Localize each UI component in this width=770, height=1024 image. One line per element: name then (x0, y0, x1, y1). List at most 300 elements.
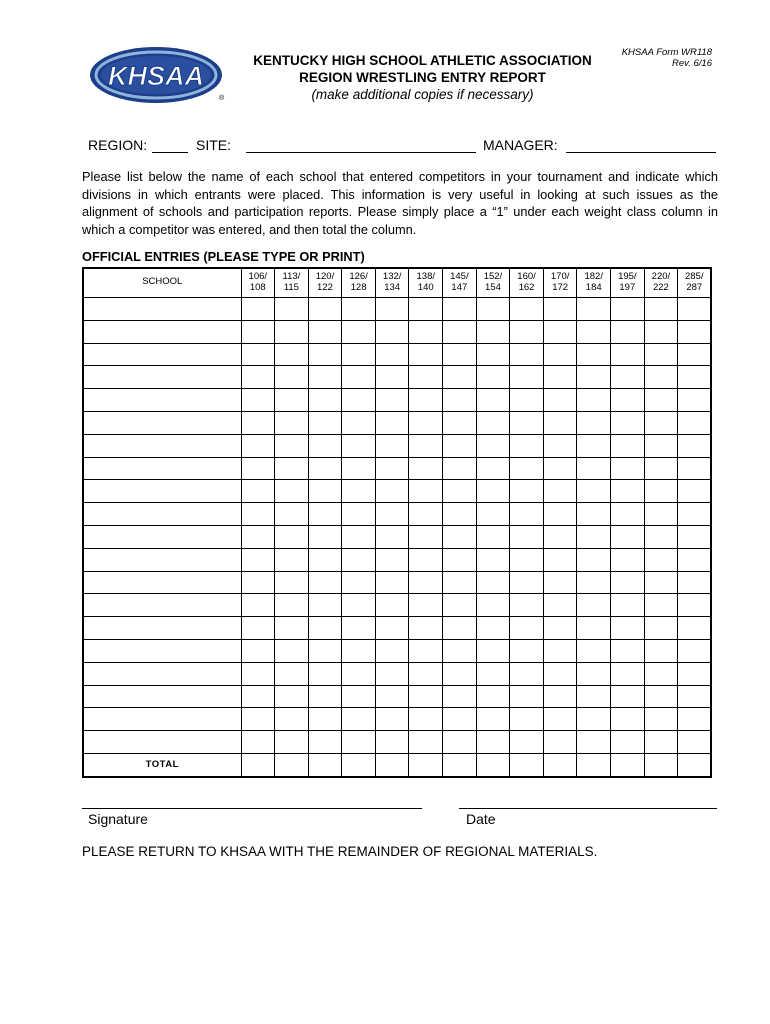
school-cell[interactable] (83, 571, 241, 594)
entry-cell[interactable] (543, 343, 577, 366)
entry-cell[interactable] (678, 298, 712, 321)
entry-cell[interactable] (443, 411, 477, 434)
entry-cell[interactable] (577, 366, 611, 389)
entry-cell[interactable] (644, 480, 678, 503)
entry-cell[interactable] (443, 457, 477, 480)
entry-cell[interactable] (543, 617, 577, 640)
entry-cell[interactable] (342, 594, 376, 617)
entry-cell[interactable] (308, 480, 342, 503)
entry-cell[interactable] (644, 503, 678, 526)
entry-cell[interactable] (577, 343, 611, 366)
entry-cell[interactable] (443, 434, 477, 457)
entry-cell[interactable] (543, 731, 577, 754)
entry-cell[interactable] (678, 571, 712, 594)
entry-cell[interactable] (577, 662, 611, 685)
entry-cell[interactable] (375, 366, 409, 389)
entry-cell[interactable] (476, 548, 510, 571)
total-cell[interactable] (241, 753, 275, 777)
entry-cell[interactable] (543, 594, 577, 617)
entry-cell[interactable] (375, 662, 409, 685)
entry-cell[interactable] (308, 320, 342, 343)
entry-cell[interactable] (476, 731, 510, 754)
entry-cell[interactable] (510, 298, 544, 321)
entry-cell[interactable] (443, 708, 477, 731)
entry-cell[interactable] (409, 548, 443, 571)
entry-cell[interactable] (476, 366, 510, 389)
entry-cell[interactable] (241, 411, 275, 434)
entry-cell[interactable] (275, 343, 309, 366)
entry-cell[interactable] (375, 389, 409, 412)
school-cell[interactable] (83, 639, 241, 662)
school-cell[interactable] (83, 343, 241, 366)
entry-cell[interactable] (611, 708, 645, 731)
entry-cell[interactable] (644, 457, 678, 480)
entry-cell[interactable] (308, 708, 342, 731)
entry-cell[interactable] (678, 731, 712, 754)
entry-cell[interactable] (510, 457, 544, 480)
entry-cell[interactable] (275, 366, 309, 389)
entry-cell[interactable] (342, 457, 376, 480)
entry-cell[interactable] (543, 525, 577, 548)
entry-cell[interactable] (375, 548, 409, 571)
entry-cell[interactable] (543, 639, 577, 662)
entry-cell[interactable] (241, 639, 275, 662)
entry-cell[interactable] (476, 389, 510, 412)
entry-cell[interactable] (611, 731, 645, 754)
entry-cell[interactable] (644, 389, 678, 412)
entry-cell[interactable] (241, 343, 275, 366)
entry-cell[interactable] (342, 320, 376, 343)
entry-cell[interactable] (510, 411, 544, 434)
entry-cell[interactable] (577, 434, 611, 457)
entry-cell[interactable] (342, 571, 376, 594)
entry-cell[interactable] (409, 662, 443, 685)
entry-cell[interactable] (543, 298, 577, 321)
entry-cell[interactable] (577, 457, 611, 480)
entry-cell[interactable] (409, 503, 443, 526)
school-cell[interactable] (83, 685, 241, 708)
entry-cell[interactable] (476, 594, 510, 617)
entry-cell[interactable] (241, 298, 275, 321)
entry-cell[interactable] (678, 434, 712, 457)
entry-cell[interactable] (241, 594, 275, 617)
entry-cell[interactable] (611, 434, 645, 457)
entry-cell[interactable] (510, 548, 544, 571)
entry-cell[interactable] (678, 685, 712, 708)
entry-cell[interactable] (644, 571, 678, 594)
entry-cell[interactable] (443, 571, 477, 594)
entry-cell[interactable] (510, 503, 544, 526)
entry-cell[interactable] (510, 434, 544, 457)
entry-cell[interactable] (443, 480, 477, 503)
total-cell[interactable] (308, 753, 342, 777)
entry-cell[interactable] (476, 434, 510, 457)
entry-cell[interactable] (409, 343, 443, 366)
entry-cell[interactable] (611, 298, 645, 321)
entry-cell[interactable] (275, 434, 309, 457)
entry-cell[interactable] (241, 320, 275, 343)
entry-cell[interactable] (543, 685, 577, 708)
total-cell[interactable] (543, 753, 577, 777)
entry-cell[interactable] (275, 320, 309, 343)
entry-cell[interactable] (476, 457, 510, 480)
entry-cell[interactable] (275, 639, 309, 662)
entry-cell[interactable] (241, 457, 275, 480)
entry-cell[interactable] (577, 548, 611, 571)
school-cell[interactable] (83, 434, 241, 457)
entry-cell[interactable] (678, 617, 712, 640)
entry-cell[interactable] (678, 525, 712, 548)
entry-cell[interactable] (476, 685, 510, 708)
entry-cell[interactable] (342, 343, 376, 366)
entry-cell[interactable] (443, 343, 477, 366)
entry-cell[interactable] (443, 525, 477, 548)
entry-cell[interactable] (241, 731, 275, 754)
entry-cell[interactable] (375, 685, 409, 708)
entry-cell[interactable] (611, 411, 645, 434)
school-cell[interactable] (83, 366, 241, 389)
entry-cell[interactable] (241, 571, 275, 594)
school-cell[interactable] (83, 708, 241, 731)
entry-cell[interactable] (510, 639, 544, 662)
entry-cell[interactable] (644, 343, 678, 366)
entry-cell[interactable] (409, 731, 443, 754)
entry-cell[interactable] (644, 731, 678, 754)
total-cell[interactable] (476, 753, 510, 777)
entry-cell[interactable] (611, 343, 645, 366)
entry-cell[interactable] (644, 548, 678, 571)
entry-cell[interactable] (476, 480, 510, 503)
entry-cell[interactable] (543, 457, 577, 480)
entry-cell[interactable] (678, 457, 712, 480)
entry-cell[interactable] (241, 525, 275, 548)
entry-cell[interactable] (644, 639, 678, 662)
entry-cell[interactable] (308, 594, 342, 617)
entry-cell[interactable] (375, 639, 409, 662)
entry-cell[interactable] (275, 480, 309, 503)
entry-cell[interactable] (476, 571, 510, 594)
entry-cell[interactable] (443, 639, 477, 662)
school-cell[interactable] (83, 525, 241, 548)
entry-cell[interactable] (611, 685, 645, 708)
entry-cell[interactable] (543, 389, 577, 412)
school-cell[interactable] (83, 320, 241, 343)
entry-cell[interactable] (611, 525, 645, 548)
entry-cell[interactable] (275, 731, 309, 754)
entry-cell[interactable] (443, 389, 477, 412)
entry-cell[interactable] (342, 389, 376, 412)
entry-cell[interactable] (678, 594, 712, 617)
entry-cell[interactable] (275, 457, 309, 480)
entry-cell[interactable] (611, 548, 645, 571)
entry-cell[interactable] (611, 594, 645, 617)
entry-cell[interactable] (577, 571, 611, 594)
entry-cell[interactable] (577, 320, 611, 343)
entry-cell[interactable] (342, 434, 376, 457)
school-cell[interactable] (83, 503, 241, 526)
entry-cell[interactable] (308, 343, 342, 366)
entry-cell[interactable] (678, 503, 712, 526)
entry-cell[interactable] (275, 503, 309, 526)
entry-cell[interactable] (611, 366, 645, 389)
entry-cell[interactable] (611, 457, 645, 480)
entry-cell[interactable] (611, 320, 645, 343)
entry-cell[interactable] (543, 503, 577, 526)
entry-cell[interactable] (678, 343, 712, 366)
entry-cell[interactable] (678, 389, 712, 412)
entry-cell[interactable] (241, 548, 275, 571)
entry-cell[interactable] (476, 708, 510, 731)
entry-cell[interactable] (275, 525, 309, 548)
entry-cell[interactable] (678, 639, 712, 662)
school-cell[interactable] (83, 731, 241, 754)
entry-cell[interactable] (543, 434, 577, 457)
entry-cell[interactable] (611, 571, 645, 594)
entry-cell[interactable] (476, 525, 510, 548)
entry-cell[interactable] (543, 411, 577, 434)
total-cell[interactable] (409, 753, 443, 777)
entry-cell[interactable] (241, 366, 275, 389)
entry-cell[interactable] (375, 731, 409, 754)
entry-cell[interactable] (275, 594, 309, 617)
entry-cell[interactable] (241, 389, 275, 412)
entry-cell[interactable] (476, 343, 510, 366)
entry-cell[interactable] (375, 594, 409, 617)
entry-cell[interactable] (678, 480, 712, 503)
entry-cell[interactable] (342, 503, 376, 526)
entry-cell[interactable] (241, 708, 275, 731)
entry-cell[interactable] (308, 366, 342, 389)
entry-cell[interactable] (308, 662, 342, 685)
entry-cell[interactable] (308, 731, 342, 754)
entry-cell[interactable] (510, 571, 544, 594)
entry-cell[interactable] (611, 389, 645, 412)
total-cell[interactable] (611, 753, 645, 777)
entry-cell[interactable] (342, 617, 376, 640)
entry-cell[interactable] (611, 503, 645, 526)
entry-cell[interactable] (443, 617, 477, 640)
entry-cell[interactable] (375, 343, 409, 366)
entry-cell[interactable] (476, 662, 510, 685)
entry-cell[interactable] (375, 617, 409, 640)
entry-cell[interactable] (342, 298, 376, 321)
entry-cell[interactable] (611, 639, 645, 662)
entry-cell[interactable] (510, 594, 544, 617)
entry-cell[interactable] (275, 411, 309, 434)
entry-cell[interactable] (375, 503, 409, 526)
entry-cell[interactable] (577, 503, 611, 526)
entry-cell[interactable] (275, 389, 309, 412)
total-cell[interactable] (275, 753, 309, 777)
entry-cell[interactable] (342, 480, 376, 503)
entry-cell[interactable] (543, 366, 577, 389)
entry-cell[interactable] (275, 298, 309, 321)
entry-cell[interactable] (678, 662, 712, 685)
entry-cell[interactable] (375, 480, 409, 503)
entry-cell[interactable] (476, 320, 510, 343)
entry-cell[interactable] (611, 662, 645, 685)
entry-cell[interactable] (611, 480, 645, 503)
entry-cell[interactable] (443, 731, 477, 754)
entry-cell[interactable] (443, 503, 477, 526)
entry-cell[interactable] (443, 594, 477, 617)
entry-cell[interactable] (644, 525, 678, 548)
entry-cell[interactable] (510, 525, 544, 548)
entry-cell[interactable] (678, 708, 712, 731)
entry-cell[interactable] (241, 480, 275, 503)
entry-cell[interactable] (308, 389, 342, 412)
entry-cell[interactable] (443, 685, 477, 708)
school-cell[interactable] (83, 411, 241, 434)
entry-cell[interactable] (409, 298, 443, 321)
entry-cell[interactable] (644, 685, 678, 708)
entry-cell[interactable] (409, 434, 443, 457)
entry-cell[interactable] (644, 411, 678, 434)
entry-cell[interactable] (577, 639, 611, 662)
entry-cell[interactable] (543, 708, 577, 731)
entry-cell[interactable] (342, 731, 376, 754)
entry-cell[interactable] (510, 662, 544, 685)
entry-cell[interactable] (308, 411, 342, 434)
school-cell[interactable] (83, 389, 241, 412)
entry-cell[interactable] (577, 617, 611, 640)
entry-cell[interactable] (342, 639, 376, 662)
entry-cell[interactable] (476, 503, 510, 526)
entry-cell[interactable] (342, 708, 376, 731)
total-cell[interactable] (678, 753, 712, 777)
entry-cell[interactable] (375, 434, 409, 457)
entry-cell[interactable] (543, 320, 577, 343)
entry-cell[interactable] (443, 548, 477, 571)
region-field[interactable] (152, 152, 188, 153)
total-cell[interactable] (443, 753, 477, 777)
entry-cell[interactable] (275, 685, 309, 708)
school-cell[interactable] (83, 480, 241, 503)
entry-cell[interactable] (342, 685, 376, 708)
entry-cell[interactable] (644, 320, 678, 343)
total-cell[interactable] (510, 753, 544, 777)
entry-cell[interactable] (577, 708, 611, 731)
entry-cell[interactable] (443, 662, 477, 685)
entry-cell[interactable] (308, 548, 342, 571)
entry-cell[interactable] (543, 662, 577, 685)
entry-cell[interactable] (443, 298, 477, 321)
entry-cell[interactable] (241, 685, 275, 708)
total-cell[interactable] (375, 753, 409, 777)
entry-cell[interactable] (375, 708, 409, 731)
entry-cell[interactable] (409, 320, 443, 343)
entry-cell[interactable] (409, 480, 443, 503)
entry-cell[interactable] (678, 366, 712, 389)
entry-cell[interactable] (275, 708, 309, 731)
entry-cell[interactable] (308, 298, 342, 321)
entry-cell[interactable] (409, 411, 443, 434)
entry-cell[interactable] (644, 617, 678, 640)
entry-cell[interactable] (342, 411, 376, 434)
entry-cell[interactable] (308, 503, 342, 526)
entry-cell[interactable] (476, 639, 510, 662)
site-field[interactable] (246, 152, 476, 153)
entry-cell[interactable] (409, 708, 443, 731)
entry-cell[interactable] (577, 731, 611, 754)
entry-cell[interactable] (510, 731, 544, 754)
entry-cell[interactable] (375, 571, 409, 594)
entry-cell[interactable] (510, 320, 544, 343)
entry-cell[interactable] (409, 525, 443, 548)
entry-cell[interactable] (644, 366, 678, 389)
entry-cell[interactable] (342, 366, 376, 389)
entry-cell[interactable] (275, 617, 309, 640)
entry-cell[interactable] (409, 639, 443, 662)
total-cell[interactable] (577, 753, 611, 777)
school-cell[interactable] (83, 662, 241, 685)
entry-cell[interactable] (577, 685, 611, 708)
entry-cell[interactable] (644, 708, 678, 731)
entry-cell[interactable] (543, 480, 577, 503)
entry-cell[interactable] (308, 525, 342, 548)
entry-cell[interactable] (644, 594, 678, 617)
entry-cell[interactable] (510, 708, 544, 731)
entry-cell[interactable] (678, 411, 712, 434)
entry-cell[interactable] (241, 617, 275, 640)
manager-field[interactable] (566, 152, 716, 153)
entry-cell[interactable] (409, 457, 443, 480)
entry-cell[interactable] (577, 480, 611, 503)
entry-cell[interactable] (678, 548, 712, 571)
entry-cell[interactable] (577, 411, 611, 434)
entry-cell[interactable] (375, 320, 409, 343)
entry-cell[interactable] (409, 366, 443, 389)
entry-cell[interactable] (577, 298, 611, 321)
school-cell[interactable] (83, 298, 241, 321)
school-cell[interactable] (83, 617, 241, 640)
entry-cell[interactable] (375, 457, 409, 480)
entry-cell[interactable] (678, 320, 712, 343)
entry-cell[interactable] (577, 389, 611, 412)
entry-cell[interactable] (308, 639, 342, 662)
entry-cell[interactable] (510, 617, 544, 640)
entry-cell[interactable] (510, 685, 544, 708)
entry-cell[interactable] (375, 525, 409, 548)
entry-cell[interactable] (308, 571, 342, 594)
entry-cell[interactable] (577, 594, 611, 617)
entry-cell[interactable] (409, 685, 443, 708)
entry-cell[interactable] (308, 457, 342, 480)
date-field[interactable] (459, 808, 717, 809)
entry-cell[interactable] (644, 298, 678, 321)
entry-cell[interactable] (577, 525, 611, 548)
entry-cell[interactable] (476, 617, 510, 640)
entry-cell[interactable] (275, 548, 309, 571)
entry-cell[interactable] (644, 434, 678, 457)
entry-cell[interactable] (510, 343, 544, 366)
entry-cell[interactable] (543, 548, 577, 571)
entry-cell[interactable] (275, 571, 309, 594)
entry-cell[interactable] (308, 434, 342, 457)
school-cell[interactable] (83, 594, 241, 617)
entry-cell[interactable] (241, 434, 275, 457)
entry-cell[interactable] (443, 366, 477, 389)
entry-cell[interactable] (409, 594, 443, 617)
entry-cell[interactable] (375, 298, 409, 321)
school-cell[interactable] (83, 548, 241, 571)
entry-cell[interactable] (409, 389, 443, 412)
entry-cell[interactable] (241, 503, 275, 526)
total-cell[interactable] (342, 753, 376, 777)
entry-cell[interactable] (241, 662, 275, 685)
entry-cell[interactable] (308, 685, 342, 708)
entry-cell[interactable] (342, 525, 376, 548)
